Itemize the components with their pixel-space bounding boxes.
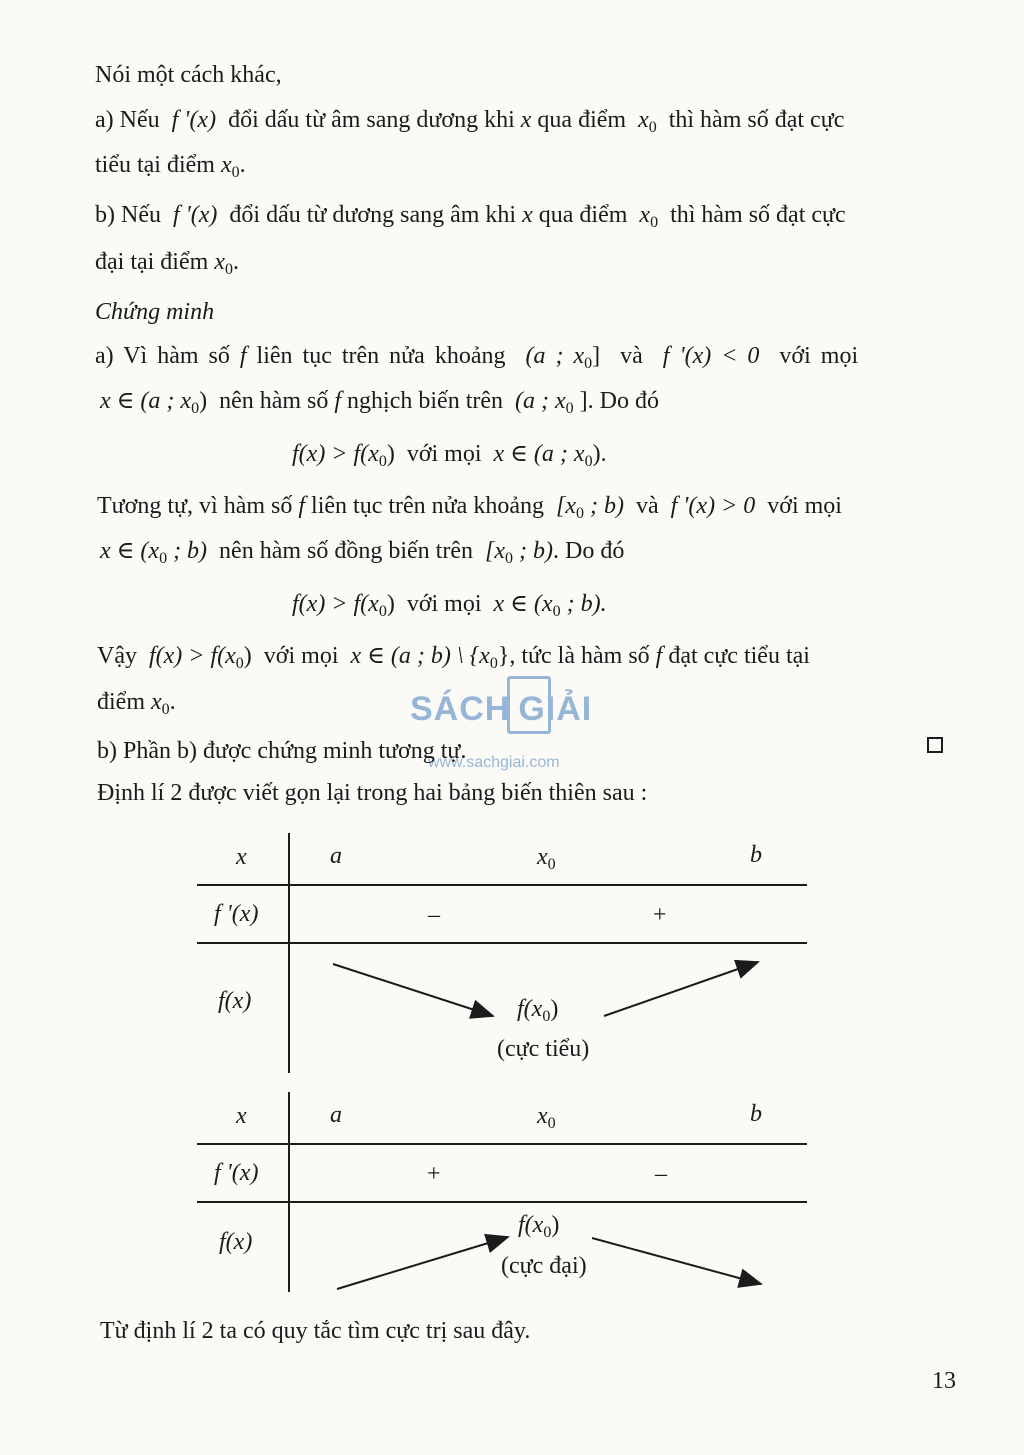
table2-a: a xyxy=(330,1102,342,1128)
table2-fprime-label: f '(x) xyxy=(214,1160,259,1186)
proof-a-line1: a) Vì hàm số f liên tục trên nửa khoảng (a ; $x_0$] và f '(x) < 0 với mọi xyxy=(95,343,859,372)
table2-x0: $x_0$ xyxy=(537,1103,556,1132)
table1-x0: $x_0$ xyxy=(537,844,556,873)
table1-a: a xyxy=(330,843,342,869)
proof-a-formula: $f(x) > f(x_0)$ với mọi x ∈ (a ; $x_0$). xyxy=(292,441,607,470)
proof-v-line2: điểm $x_0$. xyxy=(97,689,176,718)
table1-b: b xyxy=(750,842,762,868)
table2-arrow-down xyxy=(592,1238,761,1284)
table2-f-label: f(x) xyxy=(219,1229,253,1255)
proof-v-line1: Vậy $f(x) > f(x_0)$ với mọi x ∈ (a ; b) \ $\{x_0\}$, tức là hàm số f đạt cực tiểu tại xyxy=(97,643,810,672)
watermark-brand: SÁCH GIẢI xyxy=(410,690,593,728)
proof-t-formula: $f(x) > f(x_0)$ với mọi x ∈ ($x_0$ ; b). xyxy=(292,591,607,620)
table2-note: (cực đại) xyxy=(501,1253,587,1279)
item-b-line2: đại tại điểm $x_0$. xyxy=(95,249,239,278)
table1-value: $f(x_0)$ xyxy=(517,996,559,1025)
item-a-line2: tiểu tại điểm $x_0$. xyxy=(95,152,246,181)
table1-sign-right: + xyxy=(653,902,667,928)
table2-sign-left: + xyxy=(427,1161,441,1187)
proof-a-line2: x ∈ (a ; $x_0$) nên hàm số f nghịch biến trên (a ; $x_0$ ]. Do đó xyxy=(100,388,659,417)
table2-arrow-up xyxy=(337,1237,508,1289)
proof-t-line2: x ∈ ($x_0$ ; b) nên hàm số đồng biến trên [$x_0$ ; b). Do đó xyxy=(100,538,625,567)
table2-b: b xyxy=(750,1101,762,1127)
intro-text: Nói một cách khác, xyxy=(95,62,282,88)
theorem-intro: Định lí 2 được viết gọn lại trong hai bảng biến thiên sau : xyxy=(97,780,648,806)
table1-x-label: x xyxy=(236,844,247,870)
item-a-line1: a) Nếu f '(x) đổi dấu từ âm sang dương khi x qua điểm $x_0$ thì hàm số đạt cực xyxy=(95,107,845,136)
proof-heading: Chứng minh xyxy=(95,299,215,325)
item-b-line1: b) Nếu f '(x) đổi dấu từ dương sang âm khi x qua điểm $x_0$ thì hàm số đạt cực xyxy=(95,202,846,231)
proof-t-line1: Tương tự, vì hàm số f liên tục trên nửa khoảng [$x_0$ ; b) và f '(x) > 0 với mọi xyxy=(97,493,842,522)
table1-fprime-label: f '(x) xyxy=(214,901,259,927)
watermark-url: www.sachgiai.com xyxy=(428,754,560,771)
table1-note: (cực tiểu) xyxy=(497,1036,590,1062)
proof-b-line: b) Phần b) được chứng minh tương tự. xyxy=(97,738,467,764)
table1-f-label: f(x) xyxy=(218,988,252,1014)
table2-sign-right: – xyxy=(655,1161,667,1187)
page-number: 13 xyxy=(932,1368,956,1394)
table1-sign-left: – xyxy=(428,902,440,928)
closing-text: Từ định lí 2 ta có quy tắc tìm cực trị sau đây. xyxy=(100,1318,531,1344)
table2-x-label: x xyxy=(236,1103,247,1129)
table2-value: $f(x_0)$ xyxy=(518,1212,560,1241)
